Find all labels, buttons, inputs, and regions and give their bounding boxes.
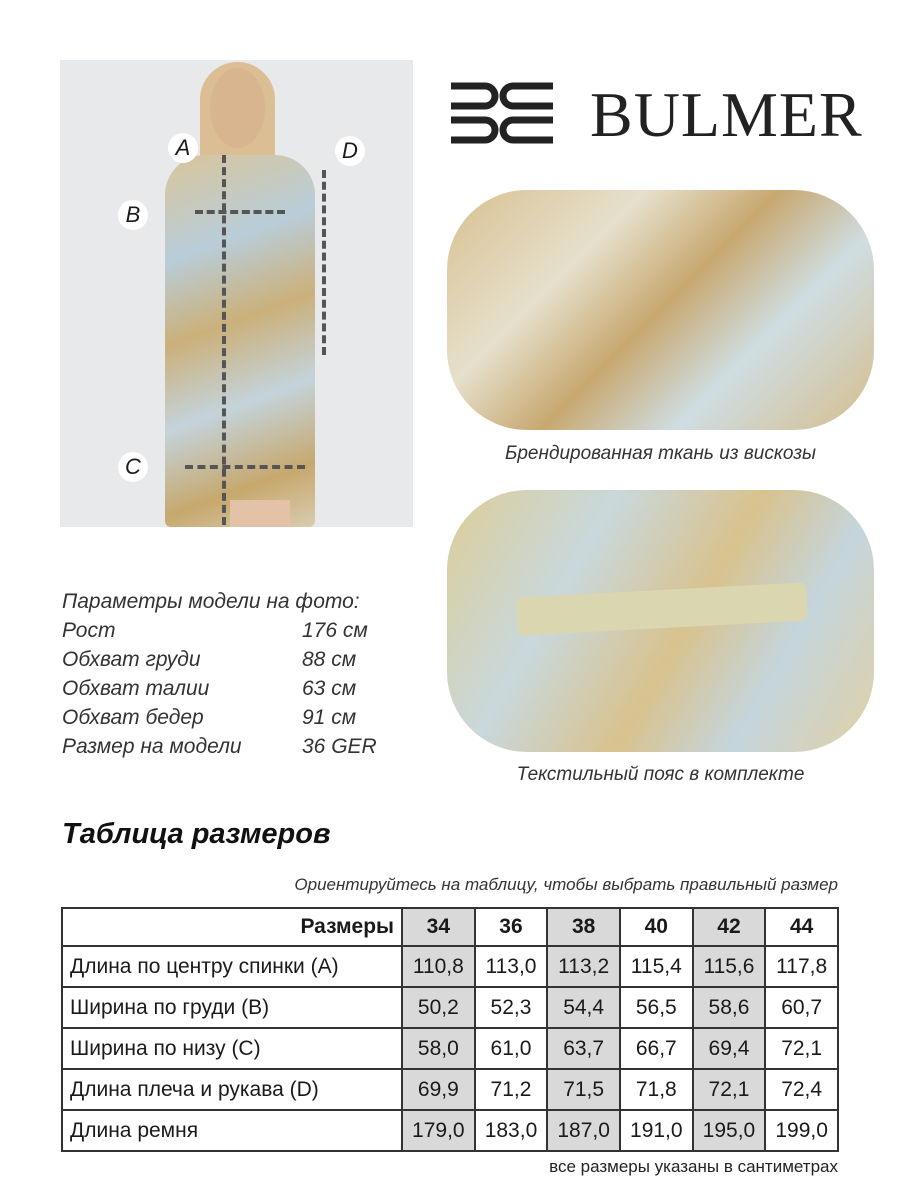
table-cell: 113,2: [547, 946, 620, 987]
model-head: [210, 68, 265, 148]
row-label: Длина ремня: [62, 1110, 402, 1151]
table-cell: 191,0: [620, 1110, 693, 1151]
table-cell: 110,8: [402, 946, 475, 987]
table-cell: 113,0: [475, 946, 548, 987]
param-label: Рост: [62, 619, 116, 642]
model-photo: [60, 60, 413, 527]
table-header-row: [62, 908, 838, 946]
table-row: [62, 987, 838, 1028]
belt: [516, 582, 808, 635]
size-header: 40: [620, 908, 693, 946]
table-cell: 60,7: [765, 987, 838, 1028]
table-cell: 66,7: [620, 1028, 693, 1069]
size-header: 42: [693, 908, 766, 946]
table-row: [62, 1028, 838, 1069]
label-b: B: [118, 200, 148, 230]
size-header: 44: [765, 908, 838, 946]
row-label: Ширина по низу (C): [62, 1028, 402, 1069]
model-legs: [230, 500, 290, 527]
header-label: Размеры: [62, 908, 402, 946]
param-label: Обхват талии: [62, 677, 210, 700]
belt-caption: Текстильный пояс в комплекте: [516, 764, 805, 785]
table-row: [62, 1069, 838, 1110]
param-label: Размер на модели: [62, 735, 242, 758]
row-label: Ширина по груди (B): [62, 987, 402, 1028]
table-cell: 117,8: [765, 946, 838, 987]
table-cell: 199,0: [765, 1110, 838, 1151]
brand-name: BULMER: [590, 79, 863, 150]
size-header: 38: [547, 908, 620, 946]
table-cell: 72,4: [765, 1069, 838, 1110]
model-params: [62, 590, 377, 764]
table-cell: 115,6: [693, 946, 766, 987]
table-cell: 183,0: [475, 1110, 548, 1151]
brand-logo: [447, 79, 863, 151]
table-row: [62, 946, 838, 987]
table-cell: 58,6: [693, 987, 766, 1028]
param-value: 176 см: [302, 619, 368, 642]
table-cell: 115,4: [620, 946, 693, 987]
table-cell: 52,3: [475, 987, 548, 1028]
table-cell: 69,4: [693, 1028, 766, 1069]
size-table: [61, 907, 839, 1152]
measure-line-c: [185, 465, 305, 469]
table-cell: 61,0: [475, 1028, 548, 1069]
table-cell: 50,2: [402, 987, 475, 1028]
table-cell: 56,5: [620, 987, 693, 1028]
table-cell: 71,2: [475, 1069, 548, 1110]
measure-line-d: [322, 170, 326, 355]
label-a: A: [168, 133, 198, 163]
table-cell: 71,5: [547, 1069, 620, 1110]
label-d: D: [335, 136, 365, 166]
table-cell: 63,7: [547, 1028, 620, 1069]
table-cell: 54,4: [547, 987, 620, 1028]
param-value: 88 см: [302, 648, 357, 671]
table-cell: 187,0: [547, 1110, 620, 1151]
fabric-closeup-image: [447, 190, 874, 430]
param-value: 91 см: [302, 706, 357, 729]
units-note: все размеры указаны в сантиметрах: [549, 1157, 838, 1176]
param-label: Обхват бедер: [62, 706, 204, 729]
table-cell: 58,0: [402, 1028, 475, 1069]
size-table-subtitle: Ориентируйтесь на таблицу, чтобы выбрать правильный размер: [294, 875, 838, 894]
belt-closeup-image: [447, 490, 874, 752]
table-cell: 72,1: [765, 1028, 838, 1069]
param-label: Обхват груди: [62, 648, 201, 671]
model-params-heading: Параметры модели на фото:: [62, 590, 360, 613]
table-cell: 71,8: [620, 1069, 693, 1110]
logo-mark-icon: [447, 80, 557, 146]
size-table-title: Таблица размеров: [62, 818, 331, 850]
size-header: 36: [475, 908, 548, 946]
table-cell: 179,0: [402, 1110, 475, 1151]
row-label: Длина по центру спинки (A): [62, 946, 402, 987]
label-c: C: [118, 452, 148, 482]
param-value: 36 GER: [302, 735, 377, 758]
size-header: 34: [402, 908, 475, 946]
row-label: Длина плеча и рукава (D): [62, 1069, 402, 1110]
fabric-caption: Брендированная ткань из вискозы: [504, 443, 817, 464]
table-cell: 69,9: [402, 1069, 475, 1110]
table-row: [62, 1110, 838, 1151]
param-value: 63 см: [302, 677, 357, 700]
measure-line-b: [195, 210, 285, 214]
table-cell: 72,1: [693, 1069, 766, 1110]
table-cell: 195,0: [693, 1110, 766, 1151]
